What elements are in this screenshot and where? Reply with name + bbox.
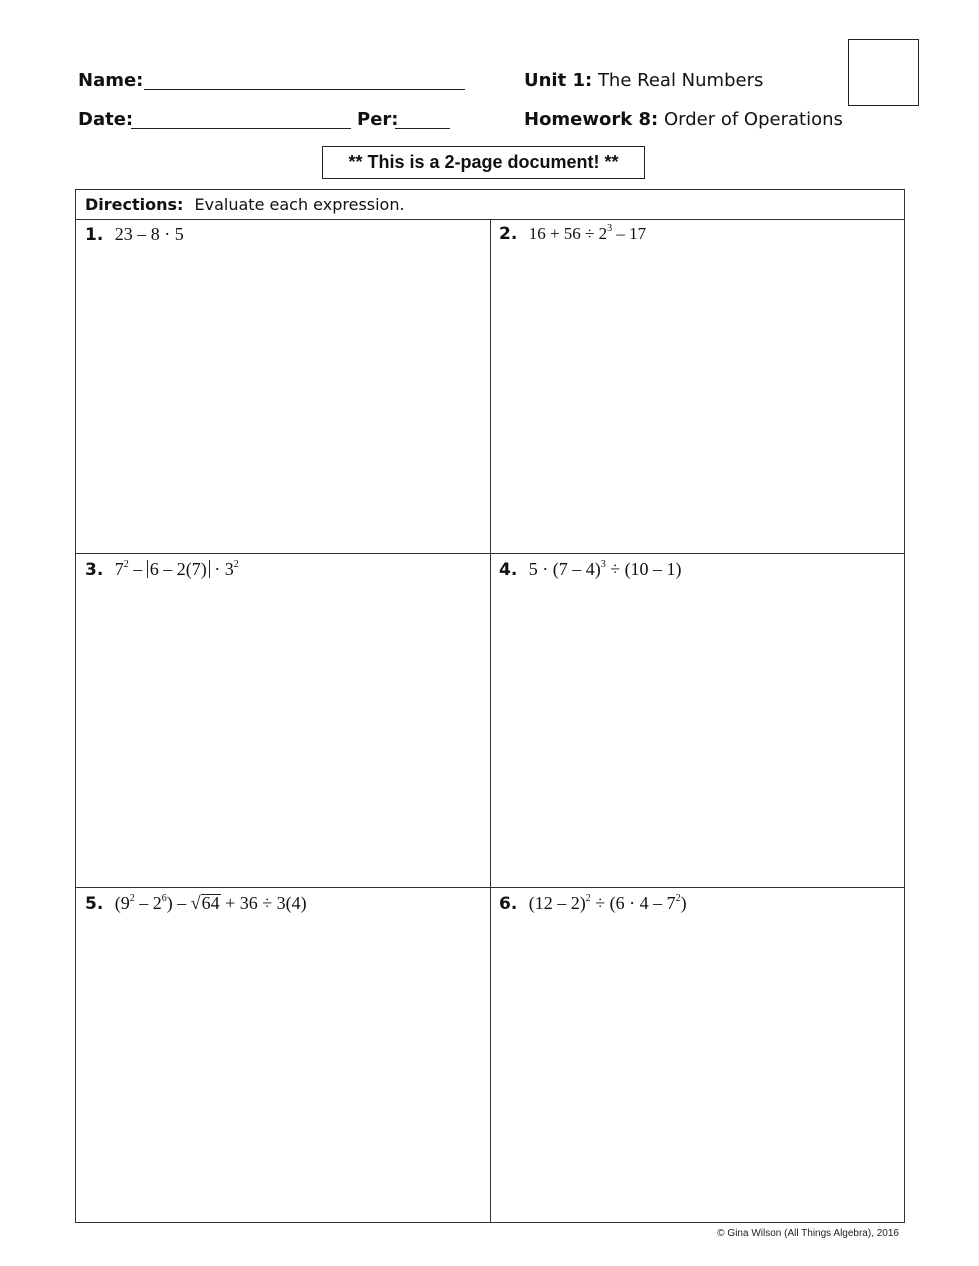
problem-1	[85, 224, 184, 245]
directions	[76, 190, 904, 220]
square-root: √64	[190, 893, 220, 913]
problem-6	[499, 893, 687, 914]
unit-label: Unit 1:	[524, 70, 593, 91]
work-area-4[interactable]	[490, 553, 904, 887]
problem-5	[85, 893, 307, 914]
name-field[interactable]	[144, 89, 465, 90]
unit-heading	[524, 70, 763, 91]
date-row	[78, 109, 133, 130]
score-box[interactable]	[848, 39, 919, 106]
problem-number: 1.	[85, 225, 104, 245]
work-area-1[interactable]	[76, 219, 490, 553]
date-label: Date:	[78, 109, 134, 130]
problem-number: 2.	[499, 224, 518, 244]
problem-3	[85, 559, 239, 580]
directions-label: Directions:	[85, 195, 184, 214]
homework-label: Homework 8:	[524, 109, 659, 130]
problem-number: 3.	[85, 560, 104, 580]
per-row	[357, 109, 398, 130]
expression: $(12 - 2)^2 \div (6 \cdot 4 - 7^2)$	[528, 893, 687, 913]
name-row	[78, 70, 143, 91]
expression: $16 + 56 \div 2^3 - 17$	[528, 223, 647, 243]
work-area-2[interactable]	[490, 219, 904, 553]
problem-grid	[75, 189, 905, 1223]
expression: 5 · (7 – 4)$^3$ ÷ (10 – 1)	[528, 559, 682, 579]
problem-number: 4.	[499, 560, 518, 580]
work-area-6[interactable]	[490, 887, 904, 1222]
copyright-footer: © Gina Wilson (All Things Algebra), 2016	[717, 1228, 899, 1239]
name-label: Name:	[78, 70, 144, 91]
homework-heading	[524, 109, 843, 130]
problem-number: 5.	[85, 894, 104, 914]
problem-2	[499, 224, 646, 244]
two-page-notice: ** This is a 2-page document! **	[322, 146, 645, 179]
unit-title: The Real Numbers	[597, 70, 764, 91]
expression: $7^2 - 6 - 2(7) \cdot 3^2$	[114, 559, 239, 579]
work-area-5[interactable]	[76, 887, 490, 1222]
problem-4	[499, 559, 682, 580]
per-label: Per:	[357, 109, 399, 130]
problem-number: 6.	[499, 894, 518, 914]
homework-title: Order of Operations	[663, 109, 843, 130]
expression: $(9^2 - 2^6) - √64 + 36 \div 3(4)$	[114, 893, 307, 913]
absolute-value: 6 – 2(7)	[147, 560, 210, 578]
directions-text: Evaluate each expression.	[194, 195, 405, 214]
per-field[interactable]	[395, 128, 450, 129]
date-field[interactable]	[131, 128, 351, 129]
work-area-3[interactable]	[76, 553, 490, 887]
expression: 23 – 8 · 5	[114, 224, 184, 244]
